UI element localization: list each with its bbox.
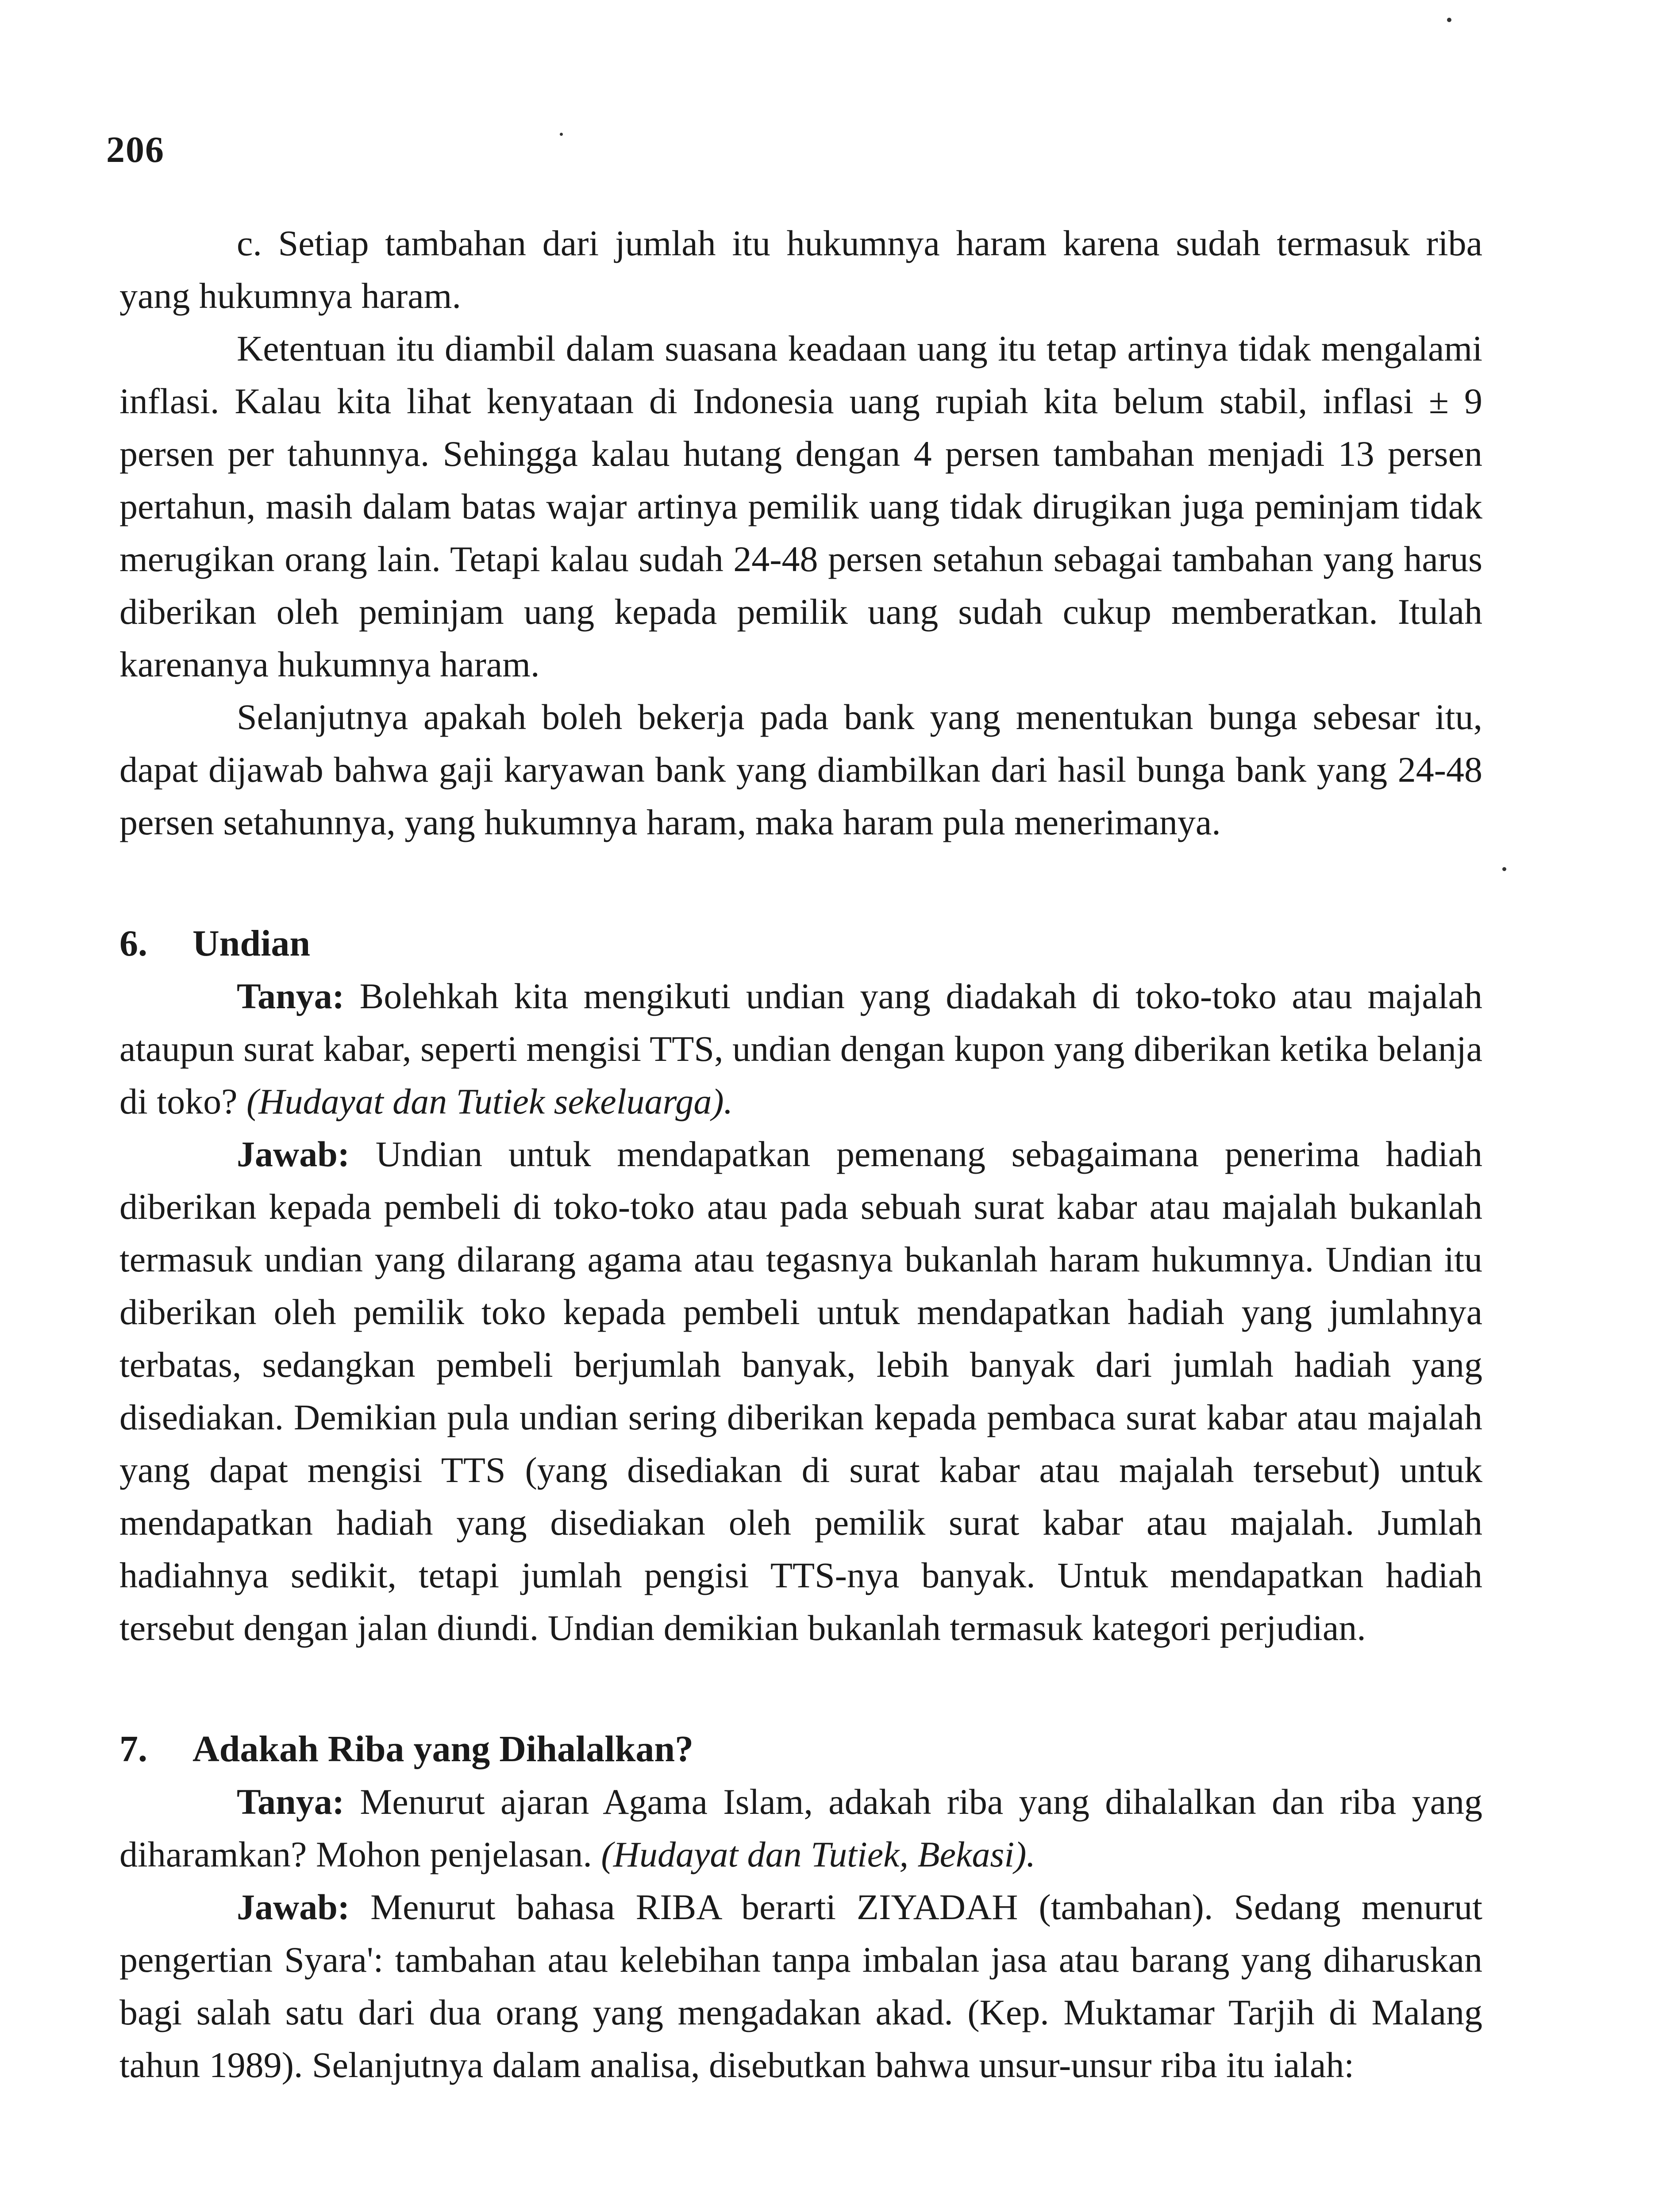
section-7-answer xyxy=(119,1881,1482,2091)
question-label: Tanya: xyxy=(237,1782,345,1822)
answer-label: Jawab: xyxy=(237,1134,350,1174)
question-source: (Hudayat dan Tutiek sekeluarga). xyxy=(246,1081,733,1121)
section-6-title: Undian xyxy=(192,923,311,964)
section-6-question xyxy=(119,970,1482,1128)
section-7-heading xyxy=(119,1723,1482,1775)
answer-label: Jawab: xyxy=(237,1887,350,1927)
answer-text: Menurut bahasa RIBA berarti ZIYADAH (tambahan). Sedang menurut pengertian Syara': tambahan atau kelebihan tanpa imbalan jasa atau barang yang diharuskan bagi salah satu dari dua orang yang mengadakan akad. (Kep. Muktamar Tarjih di Malang tahun 1989). Selanjutnya dalam analisa, disebutkan bahwa unsur-unsur riba itu ialah: xyxy=(119,1887,1482,2085)
question-label: Tanya: xyxy=(237,976,345,1016)
section-6-answer xyxy=(119,1128,1482,1654)
section-6-number: 6. xyxy=(119,923,147,964)
paragraph-c: c. Setiap tambahan dari jumlah itu hukumnya haram karena sudah termasuk riba yang hukumnya haram. xyxy=(119,223,1482,316)
scan-speck xyxy=(1502,867,1506,871)
scan-speck xyxy=(1447,18,1451,22)
body-text xyxy=(119,217,1482,2091)
scan-speck xyxy=(560,133,563,136)
section-6-heading xyxy=(119,917,1482,970)
section-7-question xyxy=(119,1775,1482,1881)
question-text: Bolehkah kita mengikuti undian yang diadakah di toko-toko atau majalah ataupun surat kabar, seperti mengisi TTS, undian dengan kupon yang diberikan ketika belanja di toko? xyxy=(119,976,1483,1121)
answer-text: Undian untuk mendapatkan pemenang sebagaimana penerima hadiah diberikan kepada pembeli di toko-toko atau pada sebuah surat kabar atau majalah bukanlah termasuk undian yang dilarang agama atau tegasnya bukanlah haram hukumnya. Undian itu diberikan oleh pemilik toko kepada pembeli untuk mendapatkan hadiah yang jumlahnya terbatas, sedangkan pembeli berjumlah banyak, lebih banyak dari jumlah hadiah yang disediakan. Demikian pula undian sering diberikan kepada pembaca surat kabar atau majalah yang dapat mengisi TTS (yang disediakan di surat kabar atau majalah tersebut) untuk mendapatkan hadiah yang disediakan oleh pemilik surat kabar atau majalah. Jumlah hadiahnya sedikit, tetapi jumlah pengisi TTS-nya banyak. Untuk mendapatkan hadiah tersebut dengan jalan diundi. Undian demikian bukanlah termasuk kategori perjudian. xyxy=(119,1134,1482,1648)
section-7-number: 7. xyxy=(119,1728,147,1770)
paragraph-inflation: Ketentuan itu diambil dalam suasana keadaan uang itu tetap artinya tidak mengalami inflasi. Kalau kita lihat kenyataan di Indonesia uang rupiah kita belum stabil, inflasi ± 9 persen per tahunnya. Sehingga kalau hutang dengan 4 persen tambahan menjadi 13 persen pertahun, masih dalam batas wajar artinya pemilik uang tidak dirugikan juga peminjam tidak merugikan orang lain. Tetapi kalau sudah 24-48 persen setahun sebagai tambahan yang harus diberikan oleh peminjam uang kepada pemilik uang sudah cukup memberatkan. Itulah karenanya hukumnya haram. xyxy=(119,328,1482,684)
question-text: Menurut ajaran Agama Islam, adakah riba yang dihalalkan dan riba yang diharamkan? Mohon penjelasan. xyxy=(119,1782,1482,1874)
section-7-title: Adakah Riba yang Dihalalkan? xyxy=(192,1728,694,1770)
paragraph-bank-work: Selanjutnya apakah boleh bekerja pada bank yang menentukan bunga sebesar itu, dapat dijawab bahwa gaji karyawan bank yang diambilkan dari hasil bunga bank yang 24-48 persen setahunnya, yang hukumnya haram, maka haram pula menerimanya. xyxy=(119,697,1482,842)
page-number: 206 xyxy=(106,129,165,170)
question-source: (Hudayat dan Tutiek, Bekasi). xyxy=(601,1834,1035,1874)
